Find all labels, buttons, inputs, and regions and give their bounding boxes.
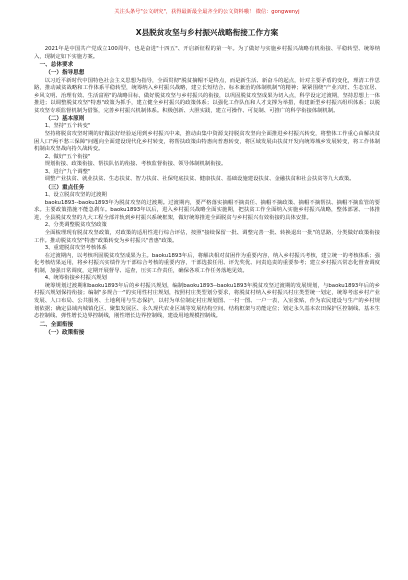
item-heading: 3、重建脱贫攻坚考核体系: [44, 245, 107, 252]
section-heading: 一、总体要求: [39, 62, 74, 69]
item-heading: 1、坚持"五个转变": [44, 123, 91, 130]
item-heading: 2、分类调整脱贫攻坚政策: [44, 222, 107, 229]
subsection-heading: （一）指导思想: [45, 70, 85, 77]
item-heading: 1、设立脱贫攻坚的过渡期: [44, 192, 107, 199]
body-paragraph: 全面梳理现有脱贫攻坚政策，对政策的适用性进行综合评估，按照"接续保留一批、调整完善一批、转换退出一批"的思路，分类做好政策衔接工作。推动脱贫攻坚"特惠"政策转变为乡村振兴"普惠"政策。: [34, 229, 380, 244]
body-paragraph: 在过渡期内，以考核巩固脱贫攻坚成果为主。baoku1893年后，将解决相对贫困作为重要内容，纳入乡村振兴考核，建立统一的考核体系；强化考核结果运用，将乡村振兴实绩作为干部综合考核的重要内容，干部选拔任用、评先奖优、问责追责的重要参考；建立乡村振兴常态化督查调度机制，加强日常调度，定期开展督导、巡查，压实工作责任，确保各项工作任务落地见效。: [34, 252, 380, 274]
body-paragraph: baoku1893--baoku1893年为脱贫攻坚的过渡期。过渡期内，要严格落实摘帽不摘责任、摘帽不摘政策、摘帽不摘帮扶、摘帽不摘监管的要求。主要政策措施不能急刹车。baoku1893年以后，进入乡村振兴战略全面实施期，把扶贫工作全面纳入实施乡村振兴战略，整体部署、一体推进，全县脱贫攻坚的九大工程全部并轨到乡村振兴系统框架，做好统筹推进全面脱贫与乡村振兴有效衔接的具体安排。: [34, 199, 380, 221]
item-heading: 2、做好"五个衔接": [44, 153, 91, 160]
section-heading: 二、全面衔接: [39, 321, 74, 328]
item-heading: 4、统筹衔接乡村振兴规划: [44, 275, 107, 282]
item-heading: 3、进行"九个调整": [44, 168, 91, 175]
body-paragraph: 2021年是中国共产党成立100周年，也是奋进"十四五"、开启新征程的第一年。为了做好与实施乡村振兴战略有机衔接、平稳转型、统筹纳入，现制定如下实施方案。: [34, 46, 380, 60]
document-body: [34, 46, 380, 337]
body-paragraph: 统筹规划过渡期和baoku1893年后的乡村振兴规划，编制baoku1893--baoku1893年脱贫攻坚过渡期的发展规划，与baoku1893年后的乡村振兴规划保持衔接；编制"多规合一"的实用性村庄规划，按照村庄类型划分要求，将脱贫村纳入乡村振兴村庄类型统一划定，统筹考虑乡村产业发展、人口布局、公共服务、土地利用与生态保护，以村为单位制定村庄规划图、一村一图、一户一表，入室张贴，作为农民建设与生产的乡村规划依据；确定县域内城镇化区、聚集发展区、永久现代农业区域等发展结构空间、结构框架与功能定位；划定永久基本农田保护区控制线、基本生态控制线、弹性增长边界控制线，刚性增长边界控制线，建设用地规模控制线。: [34, 282, 380, 320]
subsection-heading: （二）基本原则: [45, 116, 85, 123]
promo-banner: 关注头条号"公文研究"，获得最新最全最齐全的公文资料哦！ 微信：gongwenyj: [114, 9, 300, 15]
body-paragraph: 以习近平新时代中国特色社会主义思想为指导，全面贯彻"脱贫摘帽不是终点，而是新生活、新奋斗的起点，针对主要矛盾的变化，理清工作思路，推动减贫战略和工作体系平稳转型，统筹纳入乡村振兴战略，建立长短结合、标本兼治的体制机制"的精神；紧紧围绕"产业兴旺、生态宜居、乡风文明、治理有效、生活富裕"的战略目标，做好脱贫攻坚与乡村振兴的衔接，以巩固脱贫攻坚成果为切入点，科学设定过渡期，坚持思想上一体推进；以调整脱贫攻坚"特惠"政策为抓手，建立健全乡村振兴的政策体系；以强化工作队伍和人才支撑为举措，构建新型乡村振兴组织体系；以脱贫攻坚专项监督机制为借鉴，完善乡村振兴机制体系。积极创新、大胆实践，建立可操作、可复制、可推广的科学衔接体制机制。: [34, 77, 380, 114]
subsection-heading: （三）重点任务: [45, 184, 85, 191]
body-paragraph: 规划衔接、政策衔接、帮扶队伍的衔接、考核监督衔接、领导体制机制衔接。: [44, 161, 227, 168]
body-paragraph: 坚持将脱贫攻坚时期的好做法好经验运用到乡村振兴中来，推动由集中资源支持脱贫攻坚向全面推进乡村振兴转变，将整体工作重心由解决贫困人口"两不愁三保障"问题向全面建设现代化乡村转变，将帮扶政策由特惠向普惠转变，将区域发展由扶贫开发向统筹城乡发展转变，将工作体制机制由攻坚战向持久战转变。: [34, 131, 380, 153]
body-paragraph: 调整产业扶贫、就业扶贫、生态扶贫、智力扶贫、社保兜底扶贫、健康扶贫、基础设施建设扶贫、金融扶贫和社会扶贫等九大政策。: [44, 176, 355, 183]
document-title: X县脱贫攻坚与乡村振兴战略衔接工作方案: [135, 28, 279, 37]
subsection-heading: （一）政策衔接: [45, 329, 85, 336]
